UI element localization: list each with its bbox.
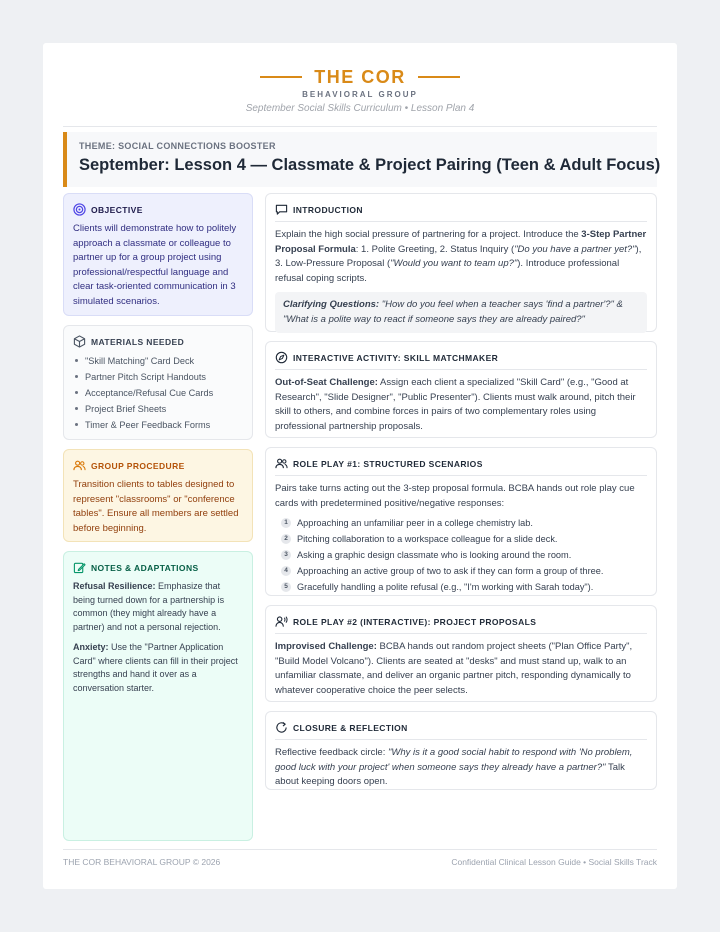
closure-text (275, 746, 647, 790)
list-item: Partner Pitch Script Handouts (73, 369, 243, 385)
objective-title: OBJECTIVE (91, 204, 143, 215)
intro-text-1: Explain the high social pressure of partnering for a project. Introduce the (275, 229, 582, 240)
introduction-text (275, 228, 647, 286)
scenario-number: 4 (281, 566, 291, 576)
logo-line-right (418, 76, 460, 78)
list-item: "Skill Matching" Card Deck (73, 353, 243, 369)
interactive-title: INTERACTIVE ACTIVITY: SKILL MATCHMAKER (293, 352, 499, 363)
compass-icon (275, 351, 288, 364)
users-icon (275, 457, 288, 470)
refusal-text: Emphasize that being turned down for a partnership is common (they might already have a partner) and not a personal rejection. (73, 581, 225, 632)
scenario-text: Approaching an unfamiliar peer in a college chemistry lab. (297, 518, 533, 528)
edit-icon (73, 561, 86, 574)
intro-text-2: : 1. Polite Greeting, 2. Status Inquiry ( (355, 243, 515, 255)
document-header (63, 65, 657, 114)
chat-icon (275, 203, 288, 216)
callout-text: "How do you feel when a teacher says 'find a partner'?" & "What is a polite way to react if someone says they are already paired?" (283, 299, 623, 325)
interactive-text (275, 376, 647, 434)
list-item (275, 531, 647, 547)
list-item (275, 563, 647, 579)
notes-header (73, 561, 243, 574)
scenario-number: 2 (281, 534, 291, 544)
closure-card (265, 711, 657, 790)
procedure-header (73, 459, 243, 472)
logo-text: THE COR (314, 66, 406, 87)
target-icon (73, 203, 86, 216)
curriculum-subtitle: September Social Skills Curriculum • Lesson Plan 4 (245, 103, 475, 114)
footer-copyright: THE COR BEHAVIORAL GROUP © 2026 (63, 857, 221, 867)
anxiety-label: Anxiety: (73, 642, 109, 652)
logo (63, 65, 657, 89)
list-item (275, 547, 647, 563)
interactive-header (275, 351, 647, 370)
closure-quote: "Why is it a good social habit to respond with 'No problem, good luck with your project' when someone says they already have a partner?" (275, 747, 633, 773)
anxiety-text: Use the "Partner Application Card" where clients can fill in their project strengths and hand it over as a conversation starter. (73, 642, 238, 693)
materials-list (73, 353, 243, 433)
intro-quote-2: "Would you want to team up?" (390, 258, 518, 269)
introduction-card (265, 193, 657, 332)
intro-text-3: ), 3. Low-Pressure Proposal ( (275, 243, 642, 269)
scenario-text: Gracefully handling a polite refusal (e.g., "I'm working with Sarah today"). (297, 582, 594, 592)
list-item: Timer & Peer Feedback Forms (73, 417, 243, 433)
refresh-icon (275, 721, 288, 734)
users-icon (73, 459, 86, 472)
theme-banner (63, 132, 661, 187)
introduction-header (275, 203, 647, 222)
interactive-card (265, 341, 657, 438)
list-item (275, 515, 647, 531)
list-item: Acceptance/Refusal Cue Cards (73, 385, 243, 401)
procedure-title: GROUP PROCEDURE (91, 460, 185, 471)
procedure-card (63, 449, 253, 542)
procedure-text: Transition clients to tables designed to represent "classrooms" or "conference tables". Ensure all members are settled before beginning. (73, 479, 239, 534)
roleplay2-body: BCBA hands out random project sheets ("Plan Office Party", "Build Model Volcano"). Clients are seated at "desks" and must stand up, walk to an unfamiliar classmate, and deliver an organic partner pitch, responding dynamically to whatever cooperative choice the peer selects. (275, 641, 633, 696)
notes-title: NOTES & ADAPTATIONS (91, 562, 199, 573)
scenario-text: Asking a graphic design classmate who is looking around the room. (297, 550, 572, 560)
interactive-label: Out-of-Seat Challenge: (275, 377, 378, 388)
closure-header (275, 721, 647, 740)
refusal-note (73, 580, 243, 634)
lesson-title: September: Lesson 4 — Classmate & Project Pairing (Teen & Adult Focus) (79, 156, 661, 174)
scenario-number: 5 (281, 582, 291, 592)
roleplay2-text (275, 640, 647, 698)
roleplay1-header (275, 457, 647, 476)
logo-subtitle: BEHAVIORAL GROUP (302, 90, 418, 99)
materials-header (73, 335, 243, 348)
logo-line-left (260, 76, 302, 78)
intro-quote-1: "Do you have a partner yet?" (514, 243, 636, 255)
scenario-number: 3 (281, 550, 291, 560)
objective-text: Clients will demonstrate how to politely approach a classmate or colleague to partner up for a group project using professional/respectful language and clear task-oriented communication in 3 simulated scenarios. (73, 223, 237, 307)
header-divider (63, 126, 657, 127)
interactive-body: Assign each client a specialized "Skill Card" (e.g., "Good at Research", "Slide Designer", "Public Presenter"). Clients must walk around, pitch their skill to others, and combine forces in pairs of two complementary roles using professional partnership proposals. (275, 377, 636, 432)
closure-text-1: Reflective feedback circle: (275, 747, 388, 758)
footer-note: Confidential Clinical Lesson Guide • Social Skills Track (451, 857, 657, 867)
objective-card (63, 193, 253, 316)
intro-formula: 3-Step Partner Proposal Formula (275, 229, 647, 255)
anxiety-note (73, 641, 243, 695)
speaking-icon (275, 615, 288, 628)
scenario-list (275, 515, 647, 595)
materials-card (63, 325, 253, 440)
refusal-label: Refusal Resilience: (73, 581, 156, 591)
scenario-text: Approaching an active group of two to ask if they can form a group of three. (297, 566, 604, 576)
roleplay2-card (265, 605, 657, 702)
introduction-title: INTRODUCTION (293, 204, 363, 215)
clarifying-questions (275, 292, 647, 333)
lesson-plan-page (43, 43, 677, 889)
list-item: Project Brief Sheets (73, 401, 243, 417)
closure-text-2: Talk about keeping doors open. (275, 761, 625, 787)
roleplay2-header (275, 615, 647, 634)
notes-card (63, 551, 253, 841)
scenario-number: 1 (281, 518, 291, 528)
closure-title: CLOSURE & REFLECTION (293, 722, 408, 733)
roleplay1-card (265, 447, 657, 596)
roleplay1-intro: Pairs take turns acting out the 3-step proposal formula. BCBA hands out role play cue cards with predetermined positive/negative responses: (275, 483, 635, 509)
footer-divider (63, 849, 657, 850)
theme-label: THEME: SOCIAL CONNECTIONS BOOSTER (79, 141, 276, 151)
notes-body (73, 580, 243, 695)
roleplay2-label: Improvised Challenge: (275, 641, 377, 652)
callout-label: Clarifying Questions: (283, 299, 380, 310)
roleplay2-title: ROLE PLAY #2 (INTERACTIVE): PROJECT PROPOSALS (293, 616, 537, 627)
objective-header (73, 203, 243, 216)
list-item (275, 579, 647, 595)
scenario-text: Pitching collaboration to a workspace colleague for a slide deck. (297, 534, 558, 544)
materials-title: MATERIALS NEEDED (91, 336, 185, 347)
box-icon (73, 335, 86, 348)
roleplay1-title: ROLE PLAY #1: STRUCTURED SCENARIOS (293, 458, 483, 469)
intro-text-4: ). Introduce professional refusal coping scripts. (275, 258, 620, 284)
